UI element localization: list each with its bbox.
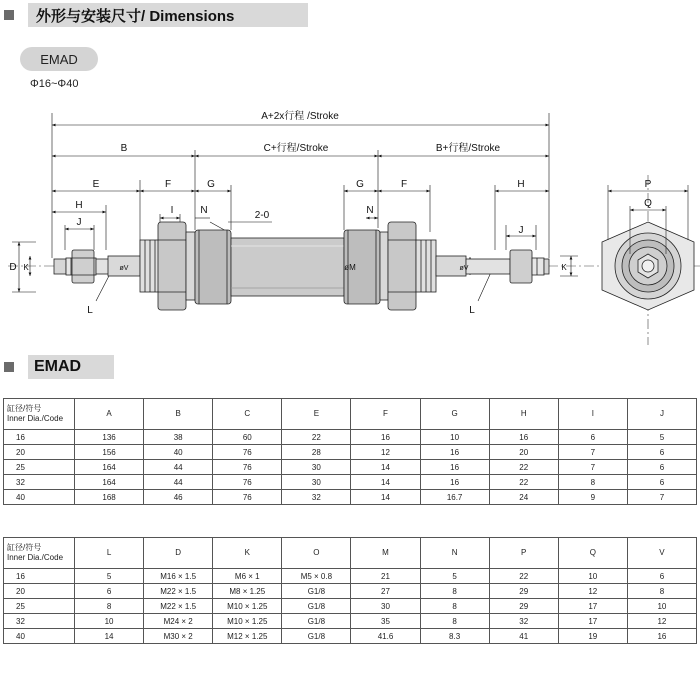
table-row [4,490,697,505]
dim-label-v-left: øV [119,265,129,272]
dim-label-l-left: L [87,305,93,316]
column-header-l: L [75,538,144,569]
value-cell: 12 [627,614,696,629]
column-header-n: N [420,538,489,569]
value-cell: 7 [558,445,627,460]
value-cell: G1/8 [282,584,351,599]
column-header-o: O [282,538,351,569]
value-cell: G1/8 [282,614,351,629]
value-cell: M22 × 1.5 [144,584,213,599]
table-row [4,475,697,490]
value-cell: 12 [351,445,420,460]
value-cell: 41 [489,629,558,644]
column-header-f: F [351,399,420,430]
value-cell: 5 [75,569,144,584]
bore-cell: 25 [4,599,75,614]
value-cell: 28 [282,445,351,460]
value-cell: 22 [489,569,558,584]
column-header-h: H [489,399,558,430]
bore-cell: 40 [4,490,75,505]
value-cell: 46 [144,490,213,505]
value-cell: 8 [627,584,696,599]
column-header-p: P [489,538,558,569]
bore-range: Φ16~Φ40 [30,78,79,90]
value-cell: M8 × 1.25 [213,584,282,599]
dim-label-l-right: L [469,305,475,316]
column-header-v: V [627,538,696,569]
column-header-m: M [351,538,420,569]
dim-label-m: øM [344,263,356,272]
dim-label-f-left: F [164,179,172,190]
bore-cell: 40 [4,629,75,644]
section-header-emad [4,355,114,379]
column-header-e: E [282,399,351,430]
bore-cell: 25 [4,460,75,475]
dim-label-j-right: J [518,225,524,236]
value-cell: 136 [75,430,144,445]
value-cell: 76 [213,460,282,475]
dim-label-g-right: G [356,179,364,190]
dimension-table-1 [3,398,697,505]
value-cell: M12 × 1.25 [213,629,282,644]
table-row [4,569,697,584]
table-row [4,430,697,445]
value-cell: 12 [558,584,627,599]
value-cell: 6 [627,460,696,475]
value-cell: 14 [351,475,420,490]
value-cell: 7 [627,490,696,505]
value-cell: 8 [558,475,627,490]
value-cell: 40 [144,445,213,460]
value-cell: 10 [420,430,489,445]
value-cell: 44 [144,475,213,490]
value-cell: 8 [420,584,489,599]
value-cell: 6 [627,569,696,584]
value-cell: M10 × 1.25 [213,614,282,629]
value-cell: M5 × 0.8 [282,569,351,584]
value-cell: 8.3 [420,629,489,644]
value-cell: 29 [489,584,558,599]
table-header-row [4,399,697,430]
value-cell: 164 [75,475,144,490]
value-cell: 5 [420,569,489,584]
value-cell: 32 [489,614,558,629]
value-cell: 6 [75,584,144,599]
dim-label-k-left: K [23,263,29,272]
bore-cell: 20 [4,445,75,460]
model-badge: EMAD [20,47,98,71]
value-cell: 30 [351,599,420,614]
value-cell: 22 [489,460,558,475]
value-cell: 10 [558,569,627,584]
value-cell: 29 [489,599,558,614]
value-cell: 27 [351,584,420,599]
dim-label-h-right: H [517,179,525,190]
value-cell: 10 [75,614,144,629]
value-cell: 30 [282,475,351,490]
value-cell: 7 [558,460,627,475]
table-row [4,599,697,614]
value-cell: M22 × 1.5 [144,599,213,614]
bore-cell: 16 [4,430,75,445]
value-cell: 76 [213,490,282,505]
value-cell: M6 × 1 [213,569,282,584]
value-cell: 164 [75,460,144,475]
value-cell: 17 [558,614,627,629]
value-cell: 38 [144,430,213,445]
value-cell: 16 [489,430,558,445]
value-cell: 5 [627,430,696,445]
dim-label-i: I [170,205,174,216]
value-cell: 8 [420,614,489,629]
column-header-a: A [75,399,144,430]
value-cell: 16 [351,430,420,445]
dim-label-a: A+2x行程 /Stroke [261,111,339,122]
value-cell: 9 [558,490,627,505]
dim-label-d: D [9,262,17,273]
column-header-j: J [627,399,696,430]
value-cell: 6 [558,430,627,445]
value-cell: 8 [75,599,144,614]
section-title: EMAD [28,355,114,379]
value-cell: 16 [627,629,696,644]
dim-label-v-right: øV [459,265,469,272]
dim-label-k-right: K [561,263,567,272]
bore-cell: 16 [4,569,75,584]
column-header-k: K [213,538,282,569]
dim-label-p: P [644,179,652,190]
value-cell: 16 [420,460,489,475]
table-row [4,584,697,599]
value-cell: 10 [627,599,696,614]
dim-label-j-left: J [76,217,82,228]
value-cell: 14 [75,629,144,644]
value-cell: 41.6 [351,629,420,644]
value-cell: 14 [351,490,420,505]
dim-label-b: B [120,143,128,154]
value-cell: 16 [420,475,489,490]
value-cell: 24 [489,490,558,505]
value-cell: 44 [144,460,213,475]
value-cell: 16.7 [420,490,489,505]
value-cell: 76 [213,445,282,460]
dim-label-e: E [92,179,100,190]
table-row [4,445,697,460]
value-cell: 168 [75,490,144,505]
value-cell: 30 [282,460,351,475]
value-cell: 6 [627,475,696,490]
value-cell: 156 [75,445,144,460]
value-cell: M10 × 1.25 [213,599,282,614]
section-square-icon [4,362,14,372]
column-header-b: B [144,399,213,430]
table-row [4,460,697,475]
value-cell: 17 [558,599,627,614]
table-row [4,629,697,644]
column-header-d: D [144,538,213,569]
column-header-i: I [558,399,627,430]
table-row [4,614,697,629]
value-cell: 14 [351,460,420,475]
value-cell: 32 [282,490,351,505]
bore-cell: 20 [4,584,75,599]
dim-label-q: Q [644,198,652,209]
value-cell: 8 [420,599,489,614]
dim-label-n-right: N [366,205,374,216]
value-cell: 19 [558,629,627,644]
bore-cell: 32 [4,614,75,629]
value-cell: 16 [420,445,489,460]
dim-label-c: C+行程/Stroke [263,143,329,154]
value-cell: 35 [351,614,420,629]
dimension-table-2 [3,537,697,644]
value-cell: G1/8 [282,629,351,644]
value-cell: 6 [627,445,696,460]
value-cell: M16 × 1.5 [144,569,213,584]
value-cell: M30 × 2 [144,629,213,644]
value-cell: G1/8 [282,599,351,614]
value-cell: 22 [489,475,558,490]
value-cell: M24 × 2 [144,614,213,629]
value-cell: 22 [282,430,351,445]
table-header-row [4,538,697,569]
dim-label-b-stroke: B+行程/Stroke [435,143,501,154]
dim-label-port: 2-0 [254,210,270,221]
column-header-code: 缸径/符号 Inner Dia./Code [4,399,75,430]
section-title: 外形与安装尺寸/ Dimensions [28,3,308,27]
value-cell: 60 [213,430,282,445]
column-header-g: G [420,399,489,430]
column-header-q: Q [558,538,627,569]
dim-label-h-left: H [75,200,83,211]
value-cell: 20 [489,445,558,460]
bore-cell: 32 [4,475,75,490]
value-cell: 21 [351,569,420,584]
value-cell: 76 [213,475,282,490]
dim-label-f-right: F [400,179,408,190]
dim-label-g-left: G [207,179,215,190]
dim-label-n-left: N [200,205,208,216]
column-header-code: 缸径/符号 Inner Dia./Code [4,538,75,569]
column-header-c: C [213,399,282,430]
